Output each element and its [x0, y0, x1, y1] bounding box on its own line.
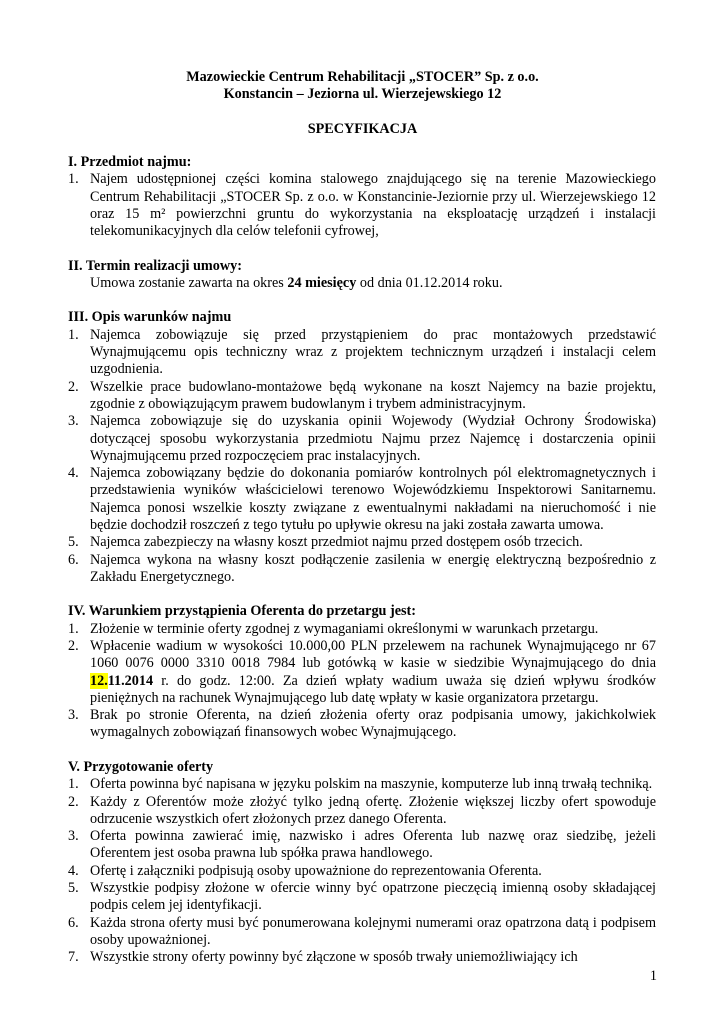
- item-text: Najem udostępnionej części komina stalowego znajdującego się na terenie Mazowieckiego Centrum Rehabilitacji „STOCER Sp. z o.o. w Konstancinie-Jeziornie przy ul. Wierzejewskiego 12 oraz 15 m² powierzchni gruntu do wykorzystania na eksploatację urządzeń i instalacji telekomunikacyjnych dla celów telefonii cyfrowej,: [90, 171, 656, 240]
- bold-date-text: 11.2014: [107, 672, 154, 689]
- item-number: 6.: [68, 551, 79, 568]
- list-item: [68, 880, 656, 915]
- item-text: Brak po stronie Oferenta, na dzień złożenia oferty oraz podpisania umowy, jakichkolwiek wymagalnych zobowiązań finansowych wobec Wynajmującego.: [90, 707, 656, 741]
- highlighted-date-text: 12.: [90, 672, 108, 689]
- list-item: [68, 794, 656, 829]
- section-2: [68, 258, 656, 293]
- item-text: Każda strona oferty musi być ponumerowana kolejnymi numerami oraz opatrzona datą i podpisem osoby upoważnionej.: [90, 914, 656, 948]
- item-number: 4.: [68, 465, 79, 482]
- list-item: [68, 171, 656, 240]
- list-item: [68, 776, 656, 793]
- section-5: [68, 759, 656, 967]
- list-item: [68, 413, 656, 465]
- list-item: [68, 949, 656, 966]
- paragraph-bold-text: 24 miesięcy: [287, 274, 357, 291]
- section-title: III. Opis warunków najmu: [68, 309, 232, 326]
- item-text: Najemca zobowiązuje się przed przystąpieniem do prac montażowych przedstawić Wynajmującemu opis techniczny wraz z projektem technicznym urządzeń i instalacji celem uzgodnienia.: [90, 326, 656, 378]
- item-number: 7.: [68, 949, 79, 966]
- section-3: [68, 309, 656, 586]
- paragraph-text: Umowa zostanie zawarta na okres: [90, 274, 288, 291]
- section-list: [68, 621, 656, 742]
- list-item: [68, 638, 656, 707]
- item-text: r. do godz. 12:00. Za dzień wpłaty wadium uważa się dzień wpływu środków pieniężnych na rachunek Wynajmującego lub datę wpłaty w kasie organizatora przetargu.: [90, 672, 656, 706]
- item-number: 1.: [68, 326, 79, 343]
- section-list: [68, 171, 656, 240]
- item-text: Wszelkie prace budowlano-montażowe będą wykonane na koszt Najemcy na bazie projektu, zgodnie z obowiązującym prawem budowlanym i trybem administracyjnym.: [90, 378, 656, 412]
- section-4: [68, 603, 656, 741]
- item-text: Oferta powinna być napisana w języku polskim na maszynie, komputerze lub inną trwałą techniką.: [90, 776, 653, 793]
- list-item: [68, 379, 656, 414]
- list-item: [68, 863, 656, 880]
- item-number: 1.: [68, 620, 79, 637]
- list-item: [68, 707, 656, 742]
- item-text: Ofertę i załączniki podpisują osoby upoważnione do reprezentowania Oferenta.: [90, 862, 542, 879]
- item-number: 6.: [68, 914, 79, 931]
- item-number: 3.: [68, 413, 79, 430]
- document-body: [68, 154, 656, 967]
- list-item: [68, 915, 656, 950]
- item-number: 4.: [68, 862, 79, 879]
- paragraph-text: od dnia 01.12.2014 roku.: [356, 274, 503, 291]
- section-title: II. Termin realizacji umowy:: [68, 257, 242, 274]
- item-number: 1.: [68, 171, 79, 188]
- page-number: 1: [649, 968, 657, 984]
- section-title: IV. Warunkiem przystąpienia Oferenta do przetargu jest:: [68, 603, 416, 620]
- item-text: Złożenie w terminie oferty zgodnej z wymaganiami określonymi w warunkach przetargu.: [90, 620, 599, 637]
- list-item: [68, 534, 656, 551]
- section-paragraph: [68, 275, 656, 292]
- item-text: Wszystkie strony oferty powinny być złączone w sposób trwały uniemożliwiający ich: [90, 949, 578, 966]
- section-list: [68, 327, 656, 586]
- list-item: [68, 552, 656, 587]
- item-text: Najemca wykona na własny koszt podłączenie zasilenia w energię elektryczną bezpośrednio z Zakładu Energetycznego.: [90, 551, 656, 585]
- item-number: 5.: [68, 880, 79, 897]
- item-number: 1.: [68, 776, 79, 793]
- item-number: 2.: [68, 793, 79, 810]
- item-number: 3.: [68, 707, 79, 724]
- item-number: 2.: [68, 637, 79, 654]
- list-item: [68, 327, 656, 379]
- list-item: [68, 621, 656, 638]
- item-number: 3.: [68, 828, 79, 845]
- item-text: Wszystkie podpisy złożone w ofercie winny być opatrzone pieczęcią imienną osoby składającej podpis celem jej identyfikacji.: [90, 880, 656, 914]
- item-number: 2.: [68, 378, 79, 395]
- item-text: Wpłacenie wadium w wysokości 10.000,00 PLN przelewem na rachunek Wynajmującego nr 67 1060 0076 0000 3310 0018 7984 lub gotówką w kasie w siedzibie Wynajmującego do dnia: [90, 637, 656, 672]
- list-item: [68, 828, 656, 863]
- header-line-1: Mazowieckie Centrum Rehabilitacji „STOCER” Sp. z o.o.: [186, 69, 539, 85]
- item-text: Najemca zobowiązany będzie do dokonania pomiarów kontrolnych pól elektromagnetycznych i przedstawienia wyników właścicielowi terenowo Wojewódzkiemu Inspektorowi Sanitarnemu. Najemca ponosi wszelkie koszty związane z ewentualnymi nakładami na nieruchomość i nie będzie dochodził roszczeń z tego tytułu po upływie okresu na jaki została zawarta umowa.: [90, 465, 656, 534]
- document-title: SPECYFIKACJA: [307, 121, 418, 137]
- item-text: Najemca zobowiązuje się do uzyskania opinii Wojewody (Wydział Ochrony Środowiska) dotyczącej sposobu wykorzystania przedmiotu Najmu przez Najemcę i dostarczenia opinii Wynajmującemu przed rozpoczęciem prac instalacyjnych.: [90, 413, 656, 464]
- section-title: I. Przedmiot najmu:: [68, 154, 192, 170]
- section-list: [68, 776, 656, 966]
- list-item: [68, 465, 656, 534]
- item-number: 5.: [68, 534, 79, 551]
- section-1: [68, 154, 656, 240]
- header-line-2: Konstancin – Jeziorna ul. Wierzejewskiego 12: [223, 86, 502, 102]
- section-title: V. Przygotowanie oferty: [68, 758, 214, 775]
- item-text: Najemca zabezpieczy na własny koszt przedmiot najmu przed dostępem osób trzecich.: [90, 534, 583, 551]
- item-text: Każdy z Oferentów może złożyć tylko jedną ofertę. Złożenie większej liczby ofert spowoduje odrzucenie wszystkich ofert złożonych przez danego Oferenta.: [90, 793, 656, 827]
- item-text: Oferta powinna zawierać imię, nazwisko i adres Oferenta lub nazwę oraz siedzibę, jeżeli Oferentem jest osoba prawna lub spółka prawa handlowego.: [90, 828, 656, 862]
